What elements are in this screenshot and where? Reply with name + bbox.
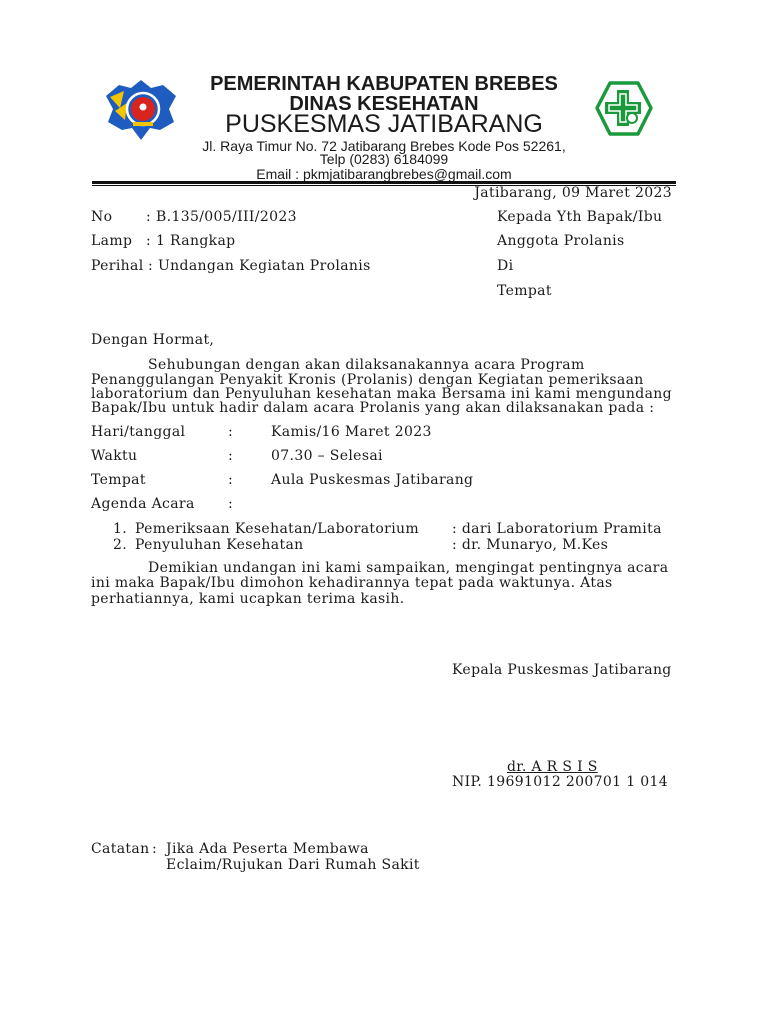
detail-value-time: 07.30 – Selesai: [271, 448, 383, 464]
paragraph-line: laboratorium dan Penyuluhan kesehatan maka Bersama ini kami mengundang: [91, 386, 672, 402]
paragraph-line: Demikian undangan ini kami sampaikan, mengingat pentingnya acara: [148, 560, 669, 576]
detail-value-date: Kamis/16 Maret 2023: [271, 424, 432, 440]
detail-sep: :: [228, 472, 234, 488]
letterhead-address: Jl. Raya Timur No. 72 Jatibarang Brebes Kode Pos 52261,: [202, 138, 566, 154]
note-line: Jika Ada Peserta Membawa: [166, 841, 369, 857]
detail-label-place: Tempat: [91, 472, 146, 488]
meta-sep: :: [146, 233, 152, 249]
paragraph-line: Sehubungan dengan akan dilaksanakannya acara Program: [148, 357, 585, 373]
agenda-sep: :: [228, 496, 234, 512]
paragraph-line: Penanggulangan Penyakit Kronis (Prolanis) dengan Kegiatan pemeriksaan: [91, 372, 644, 388]
agenda-item-title: Pemeriksaan Kesehatan/Laboratorium: [135, 521, 420, 537]
signature-title: Kepala Puskesmas Jatibarang: [452, 662, 672, 678]
paragraph-line: ini maka Bapak/Ibu dimohon kehadirannya tepat pada waktunya. Atas: [91, 575, 613, 591]
meta-value-subject: Undangan Kegiatan Prolanis: [158, 258, 371, 274]
agenda-item-detail: : dari Laboratorium Pramita: [452, 521, 662, 537]
recipient-line: Anggota Prolanis: [497, 233, 625, 249]
note-sep: :: [152, 841, 158, 857]
detail-label-time: Waktu: [91, 448, 138, 464]
letterhead-department: DINAS KESEHATAN: [289, 93, 479, 115]
meta-value-attachment: 1 Rangkap: [156, 233, 236, 249]
meta-value-number: B.135/005/III/2023: [156, 209, 297, 225]
agenda-item-number: 1.: [113, 521, 128, 537]
meta-label-subject: Perihal: [91, 258, 144, 274]
meta-sep: :: [148, 258, 154, 274]
letterhead-email: Email : pkmjatibarangbrebes@gmail.com: [256, 166, 512, 182]
agenda-label: Agenda Acara: [91, 496, 195, 512]
paragraph-line: Bapak/Ibu untuk hadir dalam acara Prolanis yang akan dilaksanakan pada :: [91, 400, 655, 416]
letterhead-phone: Telp (0283) 6184099: [319, 151, 449, 167]
agenda-item-detail: : dr. Munaryo, M.Kes: [452, 537, 609, 553]
agenda-item-title: Penyuluhan Kesehatan: [135, 537, 304, 553]
recipient-line: Kepada Yth Bapak/Ibu: [497, 209, 663, 225]
signature-name: dr. A R S I S: [507, 759, 598, 775]
signature-nip: NIP. 19691012 200701 1 014: [452, 774, 669, 790]
detail-sep: :: [228, 424, 234, 440]
meta-label-number: No: [91, 209, 113, 225]
recipient-line: Di: [497, 258, 514, 274]
letterhead-government: PEMERINTAH KABUPATEN BREBES: [210, 73, 558, 95]
paragraph-line: perhatiannya, kami ucapkan terima kasih.: [91, 591, 405, 607]
meta-label-attachment: Lamp: [91, 233, 133, 249]
detail-label-date: Hari/tanggal: [91, 424, 186, 440]
recipient-line: Tempat: [497, 283, 552, 299]
meta-sep: :: [146, 209, 152, 225]
letterhead-institution: PUSKESMAS JATIBARANG: [225, 110, 543, 138]
note-line: Eclaim/Rujukan Dari Rumah Sakit: [166, 857, 420, 873]
detail-value-place: Aula Puskesmas Jatibarang: [271, 472, 474, 488]
place-date: Jatibarang, 09 Maret 2023: [474, 185, 672, 201]
note-label: Catatan: [91, 841, 150, 857]
agenda-item-number: 2.: [113, 537, 128, 553]
detail-sep: :: [228, 448, 234, 464]
greeting: Dengan Hormat,: [91, 332, 215, 348]
